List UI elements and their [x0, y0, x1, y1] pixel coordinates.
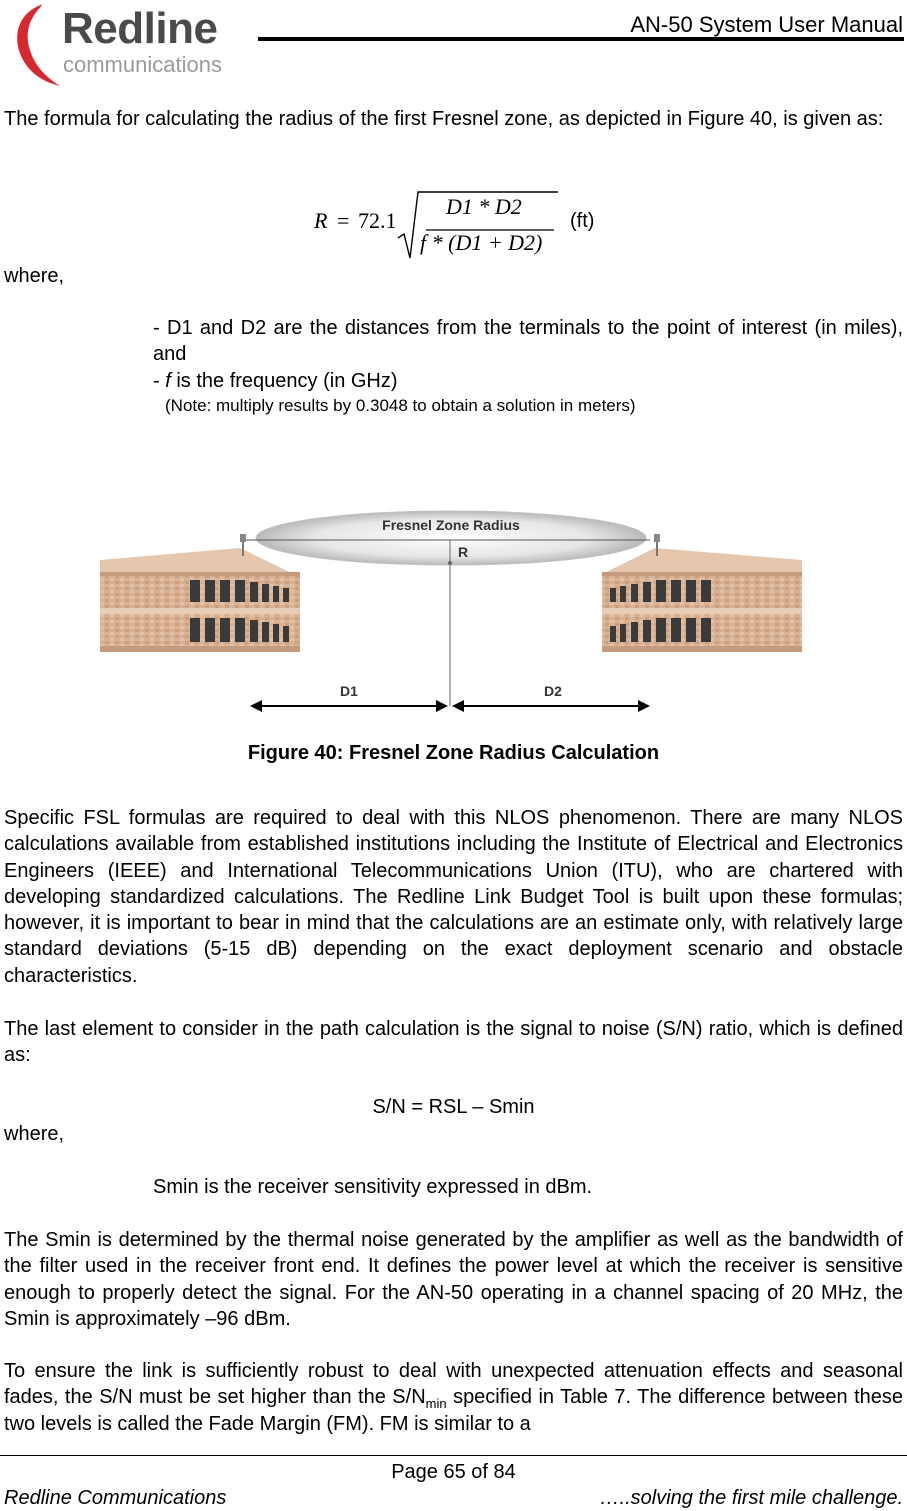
fresnel-zone-figure	[90, 500, 820, 722]
fade-margin-text-b: specified in Table 7. The difference between these two levels is called the Fade Margin (FM). FM is similar to a	[4, 1386, 903, 1435]
footer-tagline: …..solving the first mile challenge.	[599, 1487, 903, 1509]
page-number: Page 65 of 84	[391, 1461, 516, 1483]
fade-margin-sub: min	[425, 1396, 447, 1412]
footer-rule	[0, 1455, 907, 1456]
nlos-paragraph: Specific FSL formulas are required to deal with this NLOS phenomenon. There are many NLOS calculations available from established institutions including the Institute of Electrical and Electronics Engineers (IEEE) and International Telecommunications Union (ITU), who are chartered with developing standardized calculations. The Redline Link Budget Tool is built upon these formulas; however, it is important to bear in mind that the calculations are an estimate only, with relatively large standard deviations (5-15 dB) depending on the exact deployment scenario and obstacle characteristics.	[4, 807, 903, 987]
logo-wordmark: Redline	[62, 4, 218, 53]
fade-margin-paragraph	[4, 1358, 903, 1437]
figure-caption: Figure 40: Fresnel Zone Radius Calculation	[247, 742, 660, 764]
definition-d1-d2: - D1 and D2 are the distances from the terminals to the point of interest (in miles), and	[153, 317, 903, 366]
d1-label: D1	[340, 683, 358, 699]
where-label-2: where,	[4, 1123, 65, 1145]
manual-title: AN-50 System User Manual	[630, 12, 903, 37]
where-label-1: where,	[4, 265, 65, 287]
d2-label: D2	[544, 683, 562, 699]
footer-company: Redline Communications	[4, 1487, 227, 1509]
meters-note: (Note: multiply results by 0.3048 to obtain a solution in meters)	[165, 396, 636, 415]
formula-unit: (ft)	[570, 210, 595, 232]
fresnel-zone-label: Fresnel Zone Radius	[382, 517, 520, 533]
definition-f-rest: is the frequency (in GHz)	[170, 370, 398, 392]
intro-paragraph: The formula for calculating the radius of the first Fresnel zone, as depicted in Figure 40, is given as:	[4, 108, 884, 130]
radius-label: R	[458, 544, 469, 560]
definition-f-prefix: -	[153, 370, 166, 392]
formula-lhs: R	[314, 208, 328, 233]
formula-numerator: D1 * D2	[446, 194, 522, 219]
logo-subtitle: communications	[63, 52, 222, 77]
definition-f	[153, 368, 398, 394]
sn-intro-paragraph: The last element to consider in the path calculation is the signal to noise (S/N) ratio, which is defined as:	[4, 1018, 903, 1067]
redline-logo-swoosh-icon	[4, 2, 62, 88]
right-building-icon	[602, 534, 802, 652]
formula-equals: =	[337, 208, 350, 233]
sn-formula: S/N = RSL – Smin	[372, 1096, 535, 1118]
formula-coefficient: 72.1	[358, 208, 397, 233]
fresnel-formula	[0, 180, 907, 260]
smin-definition: Smin is the receiver sensitivity expressed in dBm.	[153, 1176, 593, 1198]
left-building-icon	[100, 534, 302, 652]
smin-paragraph: The Smin is determined by the thermal noise generated by the amplifier as well as the bandwidth of the filter used in the receiver front end. It defines the power level at which the receiver is sensitive enough to properly detect the signal. For the AN-50 operating in a channel spacing of 20 MHz, the Smin is approximately –96 dBm.	[4, 1229, 903, 1330]
formula-denominator: f * (D1 + D2)	[420, 230, 543, 255]
definition-f-var: f	[165, 370, 171, 392]
fade-margin-text-a: To ensure the link is sufficiently robust to deal with unexpected attenuation effects and seasonal fades, the S/N must be set higher than the S/N	[4, 1360, 903, 1409]
page-header	[0, 0, 907, 90]
